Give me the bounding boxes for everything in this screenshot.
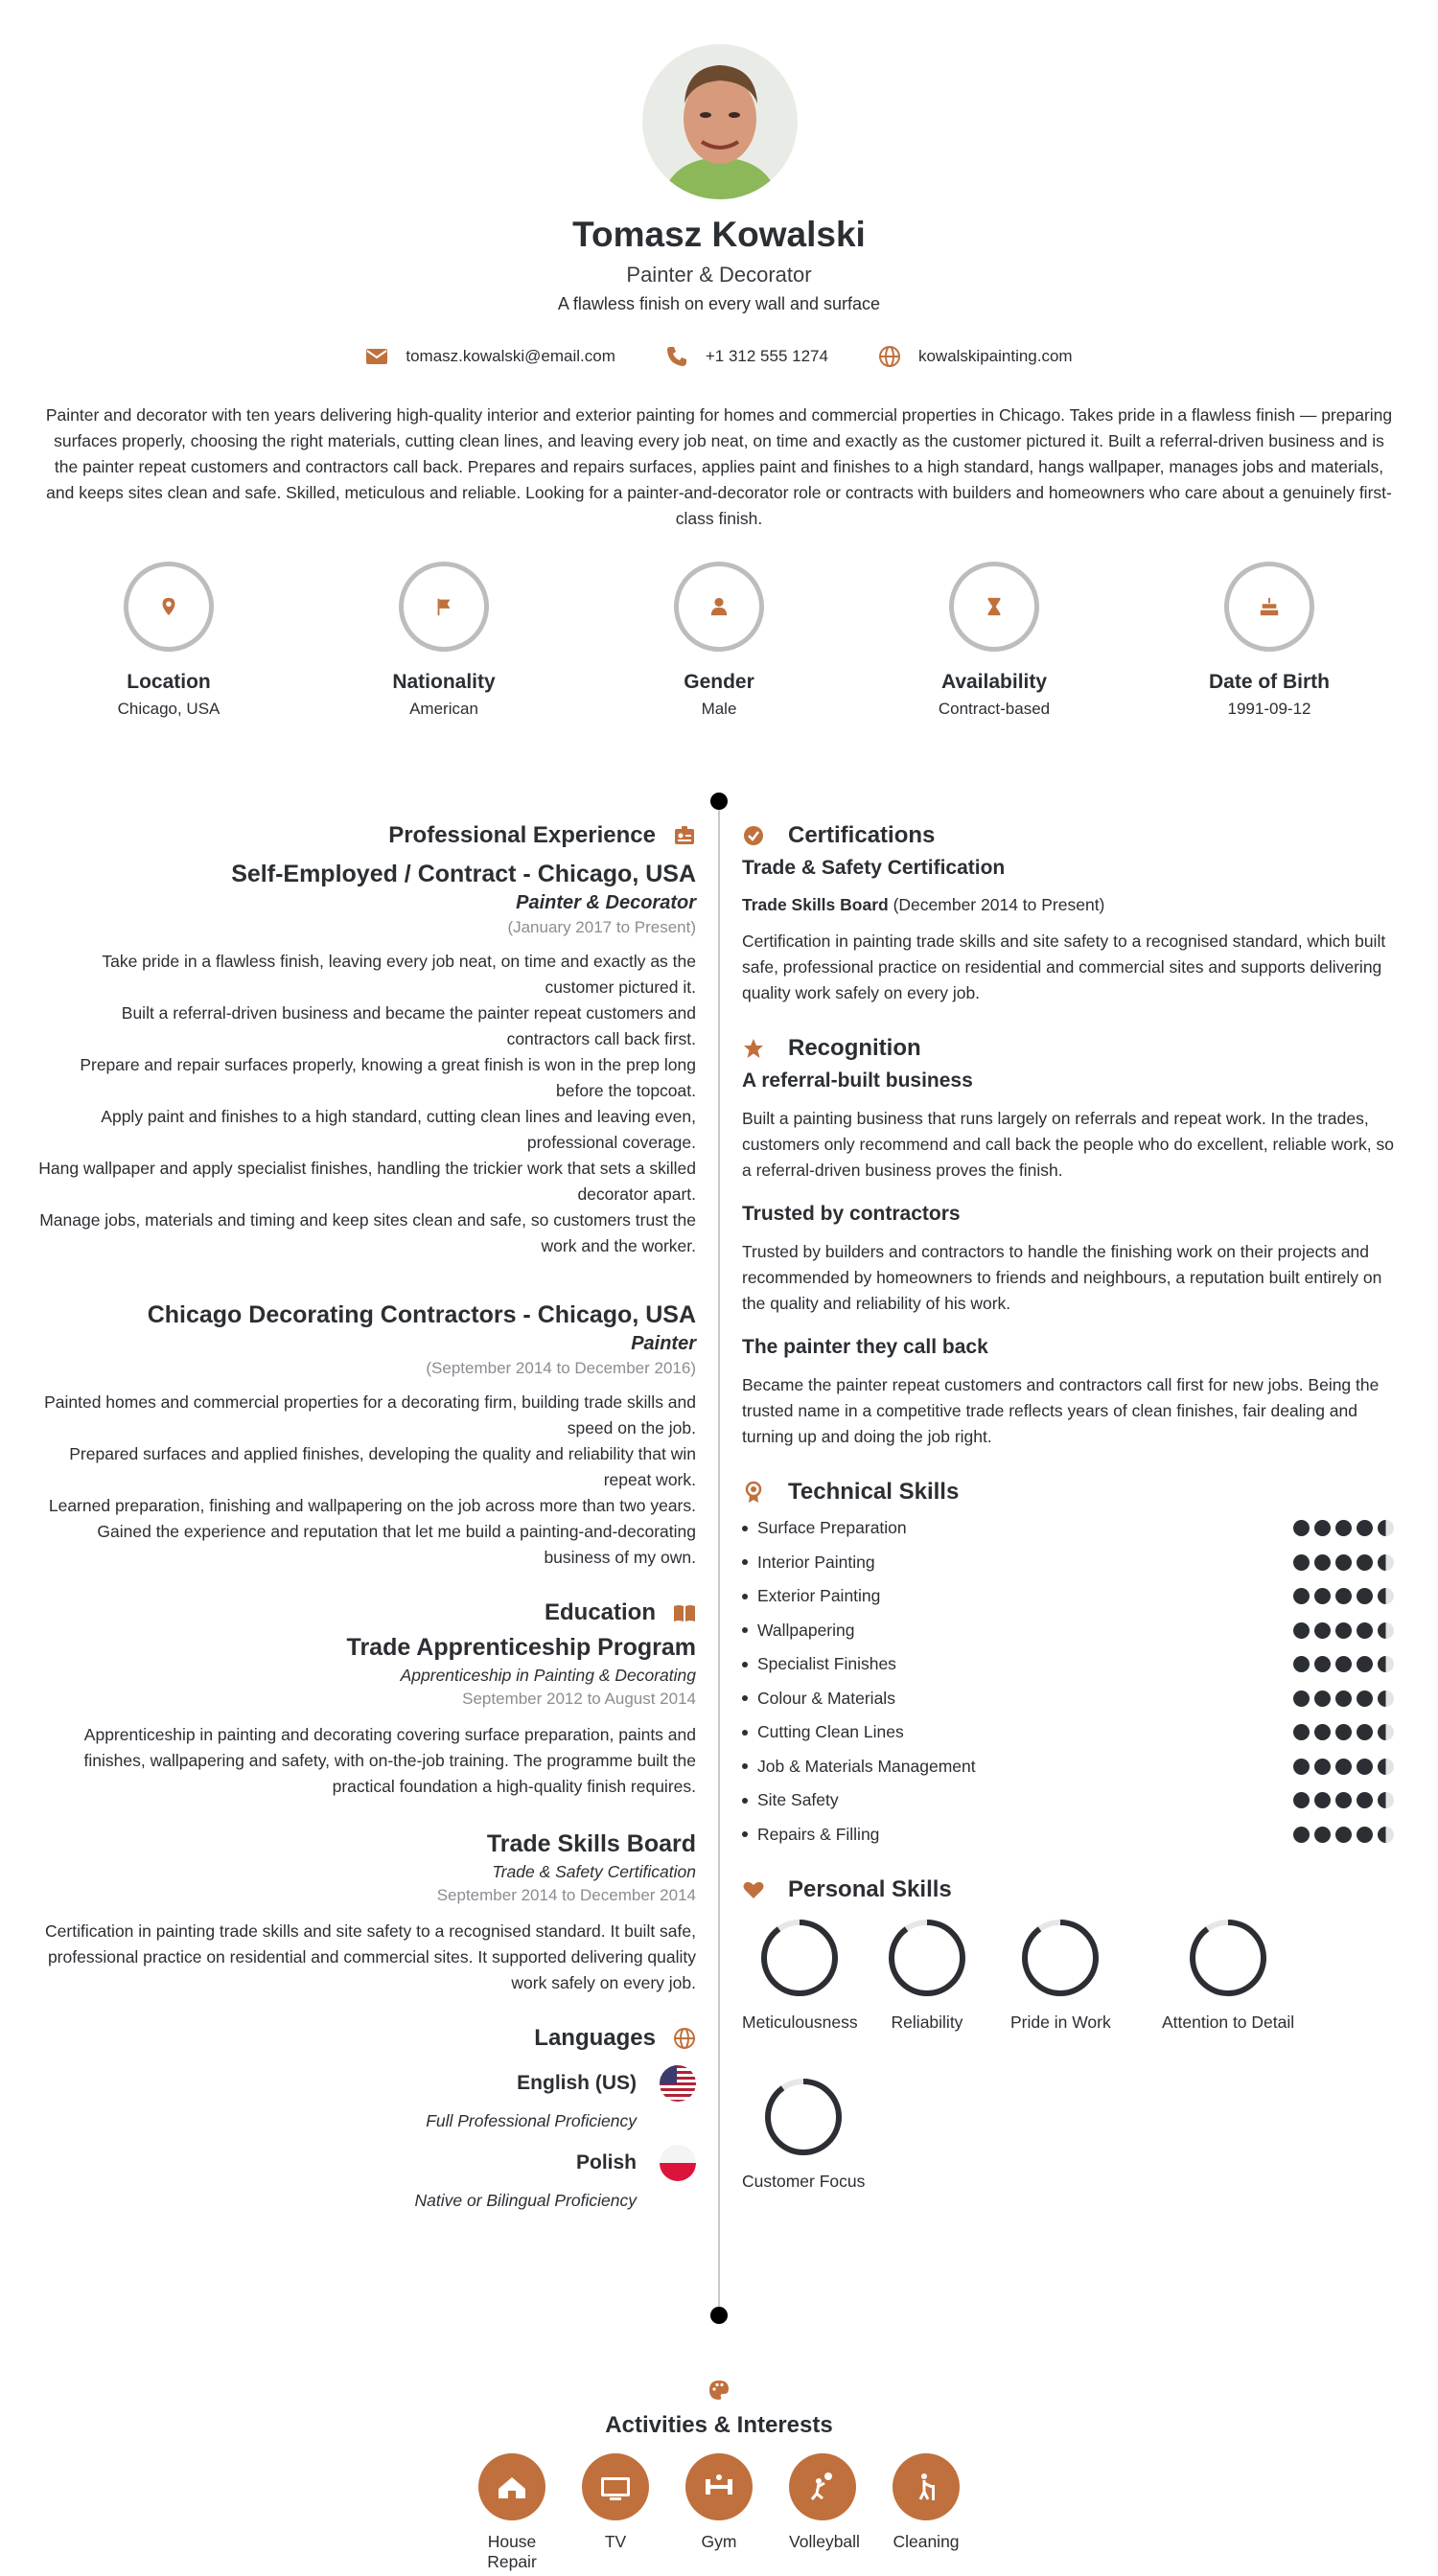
info-label: Date of Birth (1209, 671, 1330, 693)
rating-dot (1357, 1690, 1373, 1707)
skill-name: Specialist Finishes (757, 1654, 896, 1674)
education-desc: Certification in painting trade skills and site safety to a recognised standard. It built safe, professional practice on residential and commercial sites. It supported delivering quality work safely on every job. (45, 1921, 696, 1992)
job-dates: (January 2017 to Present) (507, 918, 696, 936)
skill-bullet (742, 1730, 748, 1736)
certification-desc: Certification in painting trade skills and site safety to a recognised standard, which built safe, professional practice on residential and commercial sites and supports delivering quality work safely on every job. (742, 932, 1386, 1002)
skill-row (742, 1715, 1394, 1750)
skill-rating (1293, 1622, 1394, 1639)
education-name: Trade Apprenticeship Program (346, 1634, 696, 1661)
rating-dot (1314, 1759, 1331, 1775)
medal-icon (742, 1481, 765, 1504)
timeline-dot-top (710, 793, 728, 810)
bullet: Hang wallpaper and apply specialist finishes, handling the trickier work that sets a skilled decorator apart. (38, 1159, 696, 1204)
rating-dot (1335, 1827, 1352, 1843)
language-level: Full Professional Proficiency (426, 2111, 637, 2130)
rating-dot (1293, 1792, 1310, 1808)
award-star-icon (742, 1037, 765, 1060)
gym-icon (700, 2468, 738, 2506)
skill-ring-fill (1193, 1922, 1264, 1993)
contact-website[interactable] (878, 345, 1073, 368)
rating-dot (1378, 1656, 1394, 1672)
technical-skills-list (742, 1511, 1394, 1852)
personal-skills-heading (742, 1876, 1394, 1903)
rating-dot (1293, 1554, 1310, 1571)
globe-icon (673, 2027, 696, 2050)
activity-label: Cleaning (893, 2532, 960, 2551)
languages-heading (38, 2025, 696, 2052)
personal-skill (886, 1917, 968, 2033)
info-value: Chicago, USA (117, 700, 220, 718)
skill-name: Cutting Clean Lines (757, 1722, 904, 1742)
bullet: Prepared surfaces and applied finishes, developing the quality and reliability that win repeat work. (69, 1444, 696, 1489)
rating-dot (1314, 1520, 1331, 1536)
section-title: Technical Skills (788, 1479, 960, 1505)
language-entry (38, 2065, 696, 2131)
timeline-dot-bottom (710, 2307, 728, 2324)
education-entry (38, 1830, 696, 1996)
rating-dot (1378, 1622, 1394, 1639)
skill-name: Interior Painting (757, 1552, 875, 1572)
personal-skill-name: Reliability (891, 2012, 963, 2032)
skill-name: Site Safety (757, 1790, 839, 1810)
section-title: Recognition (788, 1035, 921, 1061)
skill-bullet (742, 1627, 748, 1633)
info-label: Location (127, 671, 211, 693)
skill-bullet (742, 1695, 748, 1701)
education-desc: Apprenticeship in painting and decorating covering surface preparation, paints and finishes, wallpapering and safety, with on-the-job training. The programme built the practical foundation a high-quality finish requires. (83, 1725, 696, 1796)
bullet: Built a referral-driven business and became the painter repeat customers and contractors call back first. (121, 1003, 696, 1048)
rating-dot (1357, 1792, 1373, 1808)
skill-bullet (742, 1831, 748, 1837)
person-icon (708, 596, 730, 617)
recognition-desc: Trusted by builders and contractors to handle the finishing work on their projects and recommended by homeowners to friends and neighbours, a reputation built entirely on the quality and reliability of his work. (742, 1242, 1382, 1313)
personal-skills-list (742, 1917, 1394, 2233)
info-nationality (348, 562, 540, 719)
section-title: Activities & Interests (605, 2412, 833, 2438)
section-title: Personal Skills (788, 1876, 952, 1902)
rating-dot (1357, 1588, 1373, 1604)
skill-rating (1293, 1588, 1394, 1604)
activity-label: Volleyball (789, 2532, 860, 2551)
skill-ring-fill (892, 1922, 963, 1993)
certificate-badge-icon (742, 824, 765, 847)
info-gender (623, 562, 815, 719)
rating-dot (1357, 1759, 1373, 1775)
certification-issuer: Trade Skills Board (742, 895, 889, 914)
rating-dot (1335, 1759, 1352, 1775)
info-value: Male (701, 700, 737, 718)
rating-dot (1335, 1792, 1352, 1808)
rating-dot (1335, 1588, 1352, 1604)
rating-dot (1293, 1588, 1310, 1604)
skill-name: Colour & Materials (757, 1688, 895, 1708)
activity-house-repair (478, 2453, 545, 2572)
education-sub: Trade & Safety Certification (492, 1862, 696, 1881)
skill-row (742, 1614, 1394, 1648)
job-entry (38, 861, 696, 1259)
skill-name: Wallpapering (757, 1620, 855, 1640)
personal-skill (742, 2076, 865, 2192)
job-bullets (38, 949, 696, 1259)
rating-dot (1293, 1656, 1310, 1672)
rating-dot (1314, 1724, 1331, 1740)
skill-rating (1293, 1656, 1394, 1672)
cleaning-icon (907, 2468, 945, 2506)
education-name: Trade Skills Board (486, 1830, 696, 1857)
rating-dot (1357, 1656, 1373, 1672)
recognition-title: Trusted by contractors (742, 1203, 961, 1225)
email-icon (365, 345, 388, 368)
info-birthdate (1173, 562, 1365, 719)
rating-dot (1314, 1656, 1331, 1672)
palette-icon (707, 2379, 731, 2402)
job-title: Painter & Decorator (626, 263, 812, 287)
globe-icon (878, 345, 901, 368)
rating-dot (1314, 1690, 1331, 1707)
website-text[interactable]: kowalskipainting.com (917, 347, 1073, 365)
poland-flag-icon (660, 2145, 696, 2181)
education-entry (38, 1634, 696, 1800)
activities-heading (0, 2379, 1438, 2439)
skill-bullet (742, 1559, 748, 1565)
personal-skill-name: Customer Focus (742, 2172, 866, 2191)
tv-icon (596, 2468, 635, 2506)
job-org: Chicago Decorating Contractors - Chicago, USA (147, 1301, 696, 1328)
skill-row (742, 1682, 1394, 1716)
info-location (73, 562, 265, 719)
skill-row (742, 1511, 1394, 1546)
language-level: Native or Bilingual Proficiency (414, 2191, 637, 2210)
language-entry (38, 2145, 696, 2211)
skill-row (742, 1783, 1394, 1818)
skill-ring (758, 1917, 841, 1999)
skill-bullet (742, 1526, 748, 1531)
activity-label: TV (604, 2532, 627, 2551)
rating-dot (1314, 1588, 1331, 1604)
rating-dot (1335, 1554, 1352, 1571)
skill-row (742, 1579, 1394, 1614)
skill-rating (1293, 1759, 1394, 1775)
info-value: 1991-09-12 (1227, 700, 1311, 718)
rating-dot (1378, 1588, 1394, 1604)
summary: Painter and decorator with ten years delivering high-quality interior and exterior painting for homes and commercial properties in Chicago. Takes pride in a flawless finish — preparing surfaces properly, choosing the right materials, cutting clean lines, and leaving every job neat, on time and exactly as the customer pictured it. Built a referral-driven business and is the painter repeat customers and contractors call back. Prepares and repairs surfaces, applies paint and finishes to a high standard, hangs wallpaper, manages jobs and materials, and keeps sites clean and safe. Skilled, meticulous and reliable. Looking for a painter-and-decorator role or contracts with builders and homeowners who care about a genuinely first-class finish. (45, 405, 1393, 528)
personal-skill (1010, 1917, 1111, 2033)
language-name: Polish (575, 2151, 637, 2174)
education-heading (38, 1599, 696, 1626)
tagline: A flawless finish on every wall and surface (557, 294, 881, 313)
contact-phone[interactable] (665, 345, 828, 368)
flag-icon (433, 596, 454, 617)
job-role: Painter (631, 1333, 696, 1354)
info-label: Availability (940, 671, 1048, 693)
recognition-heading (742, 1035, 1394, 1062)
technical-skills-heading (742, 1479, 1394, 1506)
heart-icon (742, 1878, 765, 1901)
certification-dates: (December 2014 to Present) (893, 895, 1105, 914)
personal-skill-name: Attention to Detail (1162, 2012, 1295, 2032)
bullet: Painted homes and commercial properties for a decorating firm, building trade skills and speed on the job. (44, 1392, 696, 1438)
rating-dot (1378, 1520, 1394, 1536)
timeline-line (718, 801, 720, 2315)
rating-dot (1378, 1724, 1394, 1740)
job-bullets (38, 1390, 696, 1571)
skill-ring (762, 2076, 845, 2158)
left-column (38, 822, 696, 2211)
rating-dot (1357, 1554, 1373, 1571)
rating-dot (1293, 1827, 1310, 1843)
certification-title: Trade & Safety Certification (742, 857, 1006, 879)
email-text[interactable]: tomasz.kowalski@email.com (406, 347, 615, 365)
rating-dot (1357, 1827, 1373, 1843)
language-name: English (US) (517, 2072, 637, 2094)
skill-ring-fill (768, 2082, 839, 2152)
rating-dot (1335, 1690, 1352, 1707)
candidate-name: Tomasz Kowalski (572, 215, 866, 254)
contact-email[interactable] (365, 345, 615, 368)
activity-cleaning (893, 2453, 960, 2572)
section-title: Languages (534, 2025, 656, 2051)
contact-bar (0, 345, 1438, 368)
skill-row (742, 1750, 1394, 1784)
bullet: Learned preparation, finishing and wallpapering on the job across more than two years. (48, 1496, 696, 1515)
hourglass-icon (984, 596, 1005, 617)
education-dates: September 2014 to December 2014 (436, 1886, 696, 1904)
recognition-desc: Became the painter repeat customers and contractors call first for new jobs. Being the trusted name in a competitive trade reflects years of clean finishes, fair dealing and turning up and doing the job right. (742, 1375, 1380, 1446)
recognition-title: A referral-built business (742, 1070, 973, 1092)
skill-ring (1187, 1917, 1269, 1999)
personal-skill-name: Meticulousness (742, 2012, 858, 2032)
rating-dot (1378, 1759, 1394, 1775)
skill-name: Job & Materials Management (757, 1756, 976, 1776)
skill-bullet (742, 1662, 748, 1668)
rating-dot (1293, 1759, 1310, 1775)
activity-label: Gym (701, 2532, 737, 2551)
rating-dot (1335, 1656, 1352, 1672)
activity-volleyball (789, 2453, 860, 2572)
job-org: Self-Employed / Contract - Chicago, USA (231, 861, 696, 887)
certifications-heading (742, 822, 1394, 849)
rating-dot (1293, 1690, 1310, 1707)
rating-dot (1335, 1520, 1352, 1536)
bullet: Manage jobs, materials and timing and keep sites clean and safe, so customers trust the work and the worker. (39, 1210, 696, 1255)
skill-rating (1293, 1724, 1394, 1740)
skill-rating (1293, 1792, 1394, 1808)
skill-ring-fill (764, 1922, 835, 1993)
skill-name: Surface Preparation (757, 1518, 907, 1538)
rating-dot (1293, 1520, 1310, 1536)
rating-dot (1314, 1792, 1331, 1808)
recognition-title: The painter they call back (742, 1336, 988, 1358)
job-role: Painter & Decorator (516, 892, 696, 913)
rating-dot (1357, 1520, 1373, 1536)
personal-skill (742, 1917, 858, 2033)
cake-icon (1259, 596, 1280, 617)
skill-bullet (742, 1798, 748, 1804)
info-availability (898, 562, 1090, 719)
activity-label: House Repair (487, 2532, 537, 2571)
skill-ring (1019, 1917, 1102, 1999)
info-label: Nationality (392, 671, 496, 693)
rating-dot (1357, 1622, 1373, 1639)
profile-photo (642, 44, 798, 199)
volleyball-icon (803, 2468, 842, 2506)
house-repair-icon (493, 2468, 531, 2506)
skill-rating (1293, 1827, 1394, 1843)
section-title: Education (544, 1599, 656, 1625)
education-dates: September 2012 to August 2014 (462, 1690, 696, 1708)
activities-list (0, 2453, 1438, 2572)
skill-name: Exterior Painting (757, 1586, 881, 1606)
activity-gym (685, 2453, 753, 2572)
skill-bullet (742, 1763, 748, 1769)
bullet: Gained the experience and reputation that let me build a painting-and-decorating business of my own. (97, 1522, 696, 1567)
rating-dot (1314, 1622, 1331, 1639)
bullet: Take pride in a flawless finish, leaving every job neat, on time and exactly as the customer pictured it. (102, 952, 696, 997)
rating-dot (1378, 1792, 1394, 1808)
certification-meta (742, 895, 1394, 915)
rating-dot (1314, 1554, 1331, 1571)
rating-dot (1335, 1622, 1352, 1639)
skill-rating (1293, 1520, 1394, 1536)
book-icon (673, 1601, 696, 1624)
rating-dot (1314, 1827, 1331, 1843)
skill-rating (1293, 1554, 1394, 1571)
rating-dot (1378, 1690, 1394, 1707)
skill-row (742, 1546, 1394, 1580)
rating-dot (1293, 1622, 1310, 1639)
info-label: Gender (684, 671, 754, 693)
recognition-desc: Built a painting business that runs largely on referrals and repeat work. In the trades, customers only recommend and call back the people who do excellent, reliable work, so a referral-driven business proves the finish. (742, 1109, 1394, 1180)
phone-icon (665, 345, 688, 368)
skill-ring (886, 1917, 968, 1999)
info-value: American (409, 700, 478, 718)
phone-text[interactable]: +1 312 555 1274 (705, 347, 828, 365)
skill-ring-fill (1025, 1922, 1096, 1993)
activity-tv (582, 2453, 649, 2572)
info-value: Contract-based (938, 700, 1051, 718)
education-sub: Apprenticeship in Painting & Decorating (400, 1666, 696, 1685)
section-title: Professional Experience (388, 822, 656, 848)
rating-dot (1293, 1724, 1310, 1740)
skill-name: Repairs & Filling (757, 1824, 880, 1844)
rating-dot (1378, 1827, 1394, 1843)
id-badge-icon (673, 824, 696, 847)
right-column (742, 822, 1394, 2233)
bullet: Prepare and repair surfaces properly, knowing a great finish is won in the prep long before the topcoat. (80, 1055, 696, 1100)
skill-rating (1293, 1690, 1394, 1707)
skill-row (742, 1647, 1394, 1682)
rating-dot (1378, 1554, 1394, 1571)
section-title: Certifications (788, 822, 936, 848)
experience-heading (38, 822, 696, 849)
rating-dot (1357, 1724, 1373, 1740)
rating-dot (1335, 1724, 1352, 1740)
bullet: Apply paint and finishes to a high standard, cutting clean lines and leaving even, professional coverage. (101, 1107, 696, 1152)
personal-skill (1162, 1917, 1294, 2033)
personal-skill-name: Pride in Work (1010, 2012, 1111, 2032)
job-entry (38, 1301, 696, 1571)
skill-bullet (742, 1594, 748, 1599)
job-dates: (September 2014 to December 2016) (426, 1359, 696, 1377)
us-flag-icon (660, 2065, 696, 2102)
map-pin-icon (158, 596, 179, 617)
skill-row (742, 1818, 1394, 1852)
